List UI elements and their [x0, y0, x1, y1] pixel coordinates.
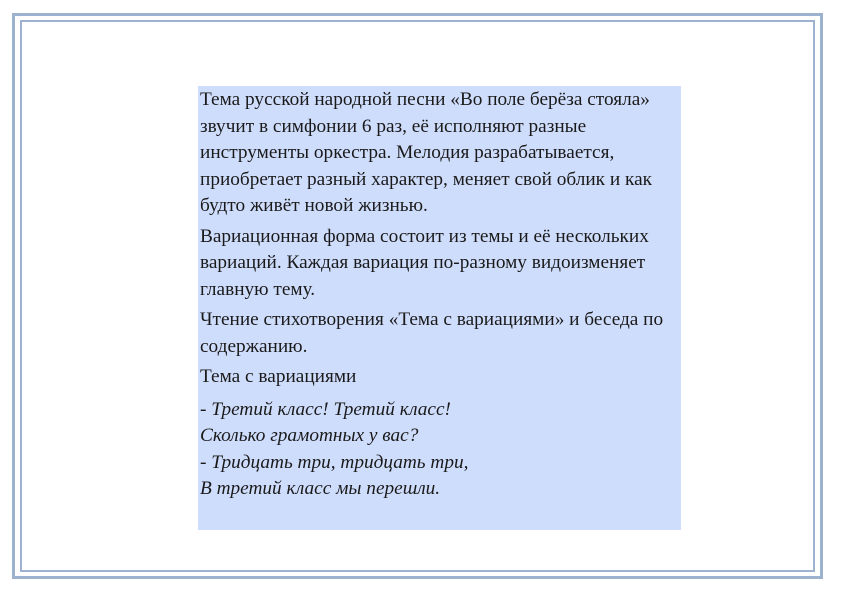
- poem: [200, 397, 679, 503]
- poem-line: Сколько грамотных у вас?: [200, 425, 419, 446]
- paragraph-symphony-theme: Тема русской народной песни «Во поле берёза стояла» звучит в симфонии 6 раз, её исполняют разные инструменты оркестра. Мелодия разрабатывается, приобретает разный характер, меняет свой облик и как будто живёт новой жизнью.: [200, 89, 652, 216]
- paragraph-poem-reading: Чтение стихотворения «Тема с вариациями» и беседа по содержанию.: [200, 309, 664, 357]
- poem-line: - Тридцать три, тридцать три,: [200, 451, 469, 473]
- poem-line: В третий класс мы перешли.: [200, 478, 441, 499]
- text-box: [198, 86, 681, 530]
- paragraph-variation-form: Вариационная форма состоит из темы и её нескольких вариаций. Каждая вариация по-разному видоизменяет главную тему.: [200, 225, 649, 300]
- paragraph-poem-title: Тема с вариациями: [200, 366, 357, 387]
- poem-line: - Третий класс! Третий класс!: [200, 398, 451, 420]
